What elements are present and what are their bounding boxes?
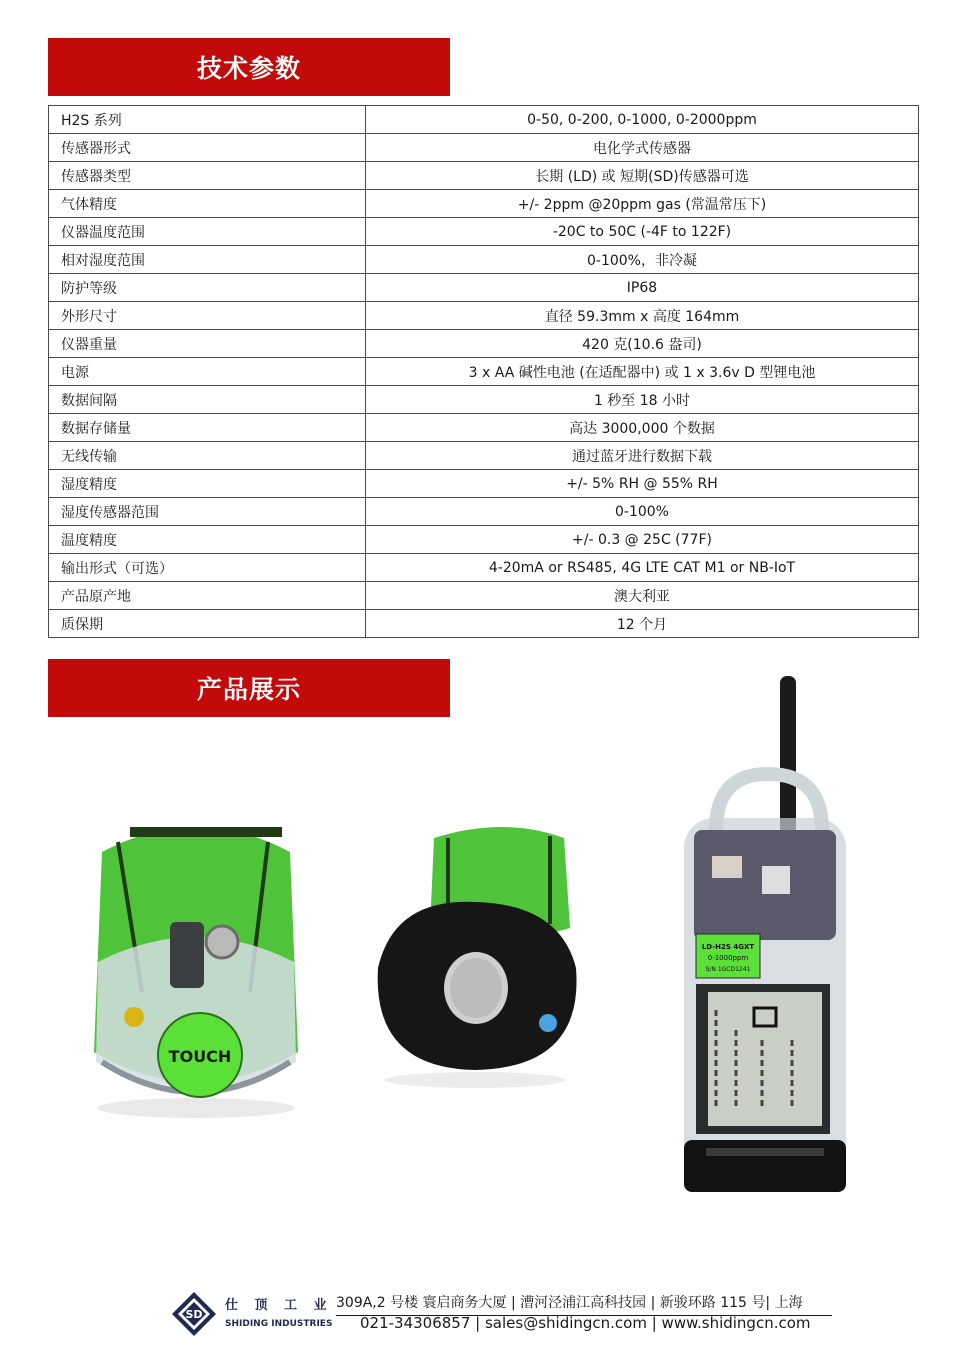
spec-row (49, 526, 919, 554)
spec-label: 温度精度 (49, 526, 366, 554)
model-label-line2: 0-1000ppm (707, 954, 749, 962)
spec-value: +/- 0.3 @ 25C (77F) (366, 526, 919, 554)
spec-table (48, 105, 919, 638)
spec-label: 无线传输 (49, 442, 366, 470)
spec-label: 湿度传感器范围 (49, 498, 366, 526)
spec-label: 相对湿度范围 (49, 246, 366, 274)
spec-label: 外形尺寸 (49, 302, 366, 330)
spec-value: 直径 59.3mm x 高度 164mm (366, 302, 919, 330)
spec-value: +/- 5% RH @ 55% RH (366, 470, 919, 498)
spec-row (49, 610, 919, 638)
spec-label: 防护等级 (49, 274, 366, 302)
spec-row (49, 386, 919, 414)
spec-label: 湿度精度 (49, 470, 366, 498)
spec-row (49, 358, 919, 386)
spec-label: 产品原产地 (49, 582, 366, 610)
spec-row (49, 190, 919, 218)
touch-label: TOUCH (168, 1047, 232, 1066)
spec-value: IP68 (366, 274, 919, 302)
product-photo-cap-view (72, 812, 320, 1122)
spec-value: 420 克(10.6 盎司) (366, 330, 919, 358)
model-label-line3: S/N 1GCD1241 (705, 966, 751, 973)
spec-value: 12 个月 (366, 610, 919, 638)
spec-value: 4-20mA or RS485, 4G LTE CAT M1 or NB-IoT (366, 554, 919, 582)
spec-row (49, 470, 919, 498)
spec-row (49, 554, 919, 582)
section-banner-specs: 技术参数 (48, 38, 450, 96)
spec-row (49, 498, 919, 526)
footer-address: 309A,2 号楼 寰启商务大厦 | 漕河泾浦江高科技园 | 新骏环路 115 号| 上海 (336, 1292, 832, 1316)
spec-label: 仪器温度范围 (49, 218, 366, 246)
logo-mark-icon (170, 1290, 218, 1338)
spec-value: 3 x AA 碱性电池 (在适配器中) 或 1 x 3.6v D 型锂电池 (366, 358, 919, 386)
spec-value: 电化学式传感器 (366, 134, 919, 162)
spec-label: 质保期 (49, 610, 366, 638)
spec-value: 1 秒至 18 小时 (366, 386, 919, 414)
spec-value: 0-100% (366, 498, 919, 526)
spec-label: 数据存储量 (49, 414, 366, 442)
spec-label: 传感器形式 (49, 134, 366, 162)
spec-row (49, 330, 919, 358)
spec-value: 长期 (LD) 或 短期(SD)传感器可选 (366, 162, 919, 190)
spec-row (49, 414, 919, 442)
spec-label: 数据间隔 (49, 386, 366, 414)
spec-label: 输出形式（可选） (49, 554, 366, 582)
spec-row (49, 246, 919, 274)
spec-value: 澳大利亚 (366, 582, 919, 610)
spec-value: 0-50, 0-200, 0-1000, 0-2000ppm (366, 106, 919, 134)
company-name-cn: 仕 顶 工 业 (225, 1298, 333, 1313)
section-banner-showcase: 产品展示 (48, 659, 450, 717)
product-photo-bottom-view (364, 818, 586, 1090)
company-logo (170, 1288, 333, 1344)
spec-value: 通过蓝牙进行数据下载 (366, 442, 919, 470)
spec-value: -20C to 50C (-4F to 122F) (366, 218, 919, 246)
spec-row (49, 582, 919, 610)
spec-value: 0-100%，非冷凝 (366, 246, 919, 274)
footer-contact: 021-34306857 | sales@shidingcn.com | www.shidingcn.com (360, 1314, 811, 1332)
spec-row (49, 274, 919, 302)
spec-label: 仪器重量 (49, 330, 366, 358)
spec-value: 高达 3000,000 个数据 (366, 414, 919, 442)
company-name-en: SHIDING INDUSTRIES (225, 1319, 333, 1329)
model-label-line1: LD-H2S 4GXT (701, 943, 755, 951)
spec-row (49, 302, 919, 330)
spec-row (49, 106, 919, 134)
spec-row (49, 218, 919, 246)
spec-label: 传感器类型 (49, 162, 366, 190)
spec-row (49, 162, 919, 190)
spec-value: +/- 2ppm @20ppm gas (常温常压下) (366, 190, 919, 218)
spec-label: 气体精度 (49, 190, 366, 218)
spec-row (49, 442, 919, 470)
spec-row (49, 134, 919, 162)
logo-text: SD (185, 1308, 203, 1321)
spec-label: 电源 (49, 358, 366, 386)
product-photo-front-view (676, 670, 854, 1198)
spec-label: H2S 系列 (49, 106, 366, 134)
